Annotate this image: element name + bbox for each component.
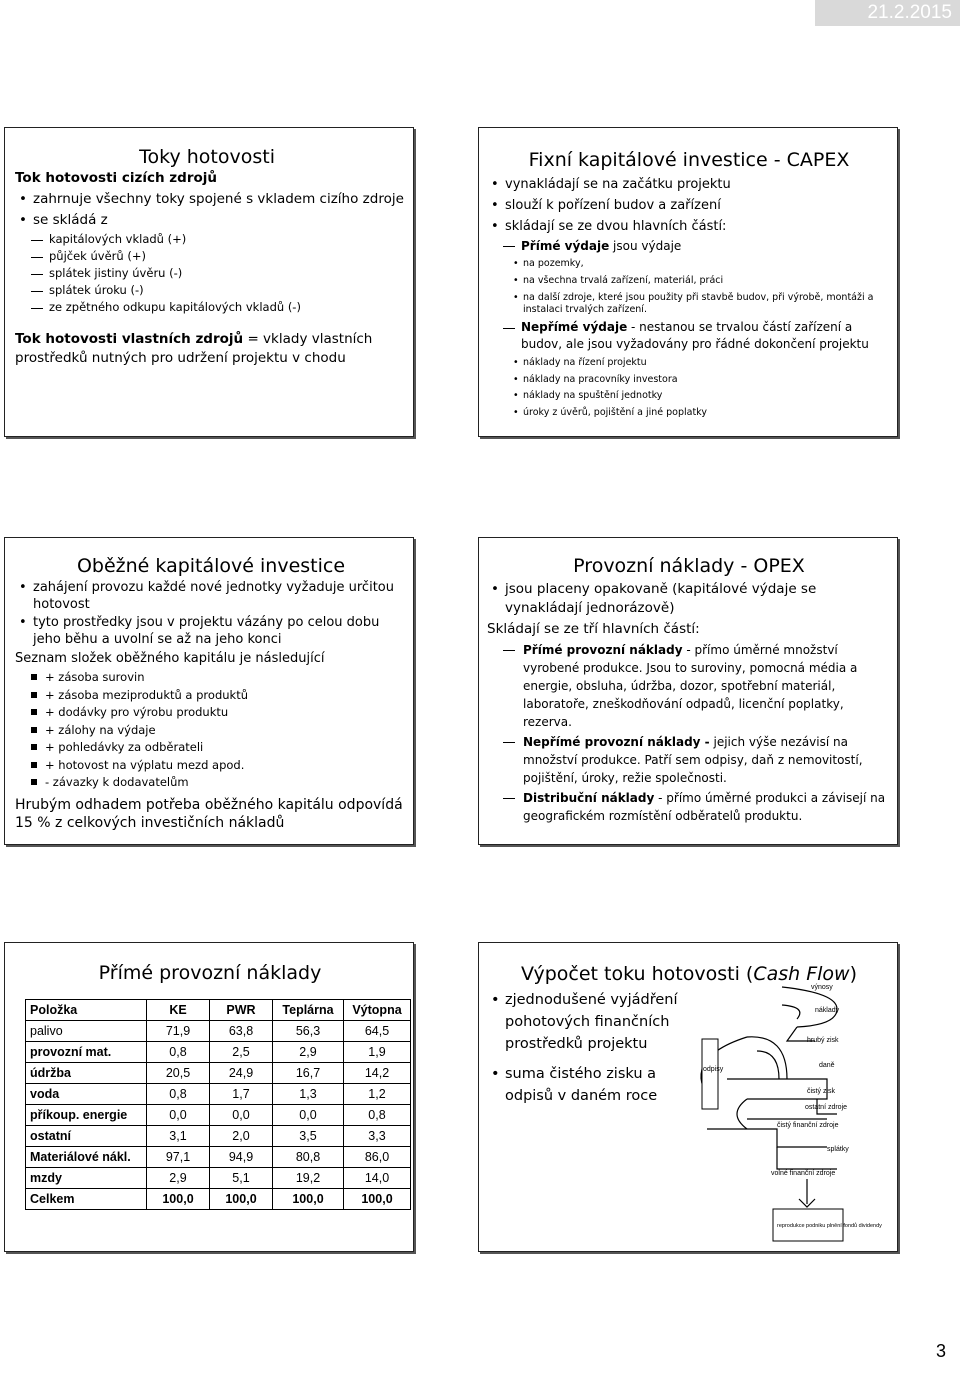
table-cell: 1,7	[210, 1084, 273, 1105]
table-cell: 63,8	[210, 1021, 273, 1042]
table-cell: 100,0	[210, 1189, 273, 1210]
own-sources-heading: Tok hotovosti vlastních zdrojů	[15, 331, 244, 347]
column-header: Výtopna	[344, 1000, 411, 1021]
part-heading: Přímé provozní náklady	[523, 643, 683, 657]
label-hruby-zisk: hrubý zisk	[807, 1037, 839, 1044]
own-sources-text	[15, 330, 405, 368]
indirect-costs-desc: - nestanou se trvalou částí zařízení a budov, ale jsou vyžadovány pro řádné dokončení projektu	[521, 320, 869, 351]
bullet-item: • zjednodušené vyjádření pohotových finančních prostředků projektu	[487, 989, 687, 1055]
part-desc: - přímo úměrné množství vyrobené produkce. Jsou to suroviny, pomocná média a energie, obsluha, údržba, dozor, spotřební materiál, laboratoře, zneškodňování odpadů, licenční poplatky, rezerva.	[523, 643, 858, 729]
indirect-costs	[487, 319, 891, 353]
bullet-item: • se skládá z	[15, 211, 405, 229]
row-label: Celkem	[26, 1189, 147, 1210]
table-cell: 0,8	[344, 1105, 411, 1126]
column-header: PWR	[210, 1000, 273, 1021]
parts-intro: Skládají se ze tří hlavních částí:	[487, 621, 700, 637]
slide-direct-operating-costs	[4, 942, 414, 1252]
slide-capex	[478, 127, 898, 437]
table-row	[26, 1168, 411, 1189]
list-intro: Seznam složek oběžného kapitálu je následující	[15, 651, 325, 666]
direct-costs-desc: jsou výdaje	[609, 239, 682, 253]
table-cell: 1,2	[344, 1084, 411, 1105]
row-label: údržba	[26, 1063, 147, 1084]
slide-title: Oběžné kapitálové investice	[76, 555, 346, 577]
slide-title: Provozní náklady - OPEX	[573, 555, 805, 577]
table-cell: 71,9	[147, 1021, 210, 1042]
table-cell: 0,0	[147, 1105, 210, 1126]
cash-flow-diagram	[687, 979, 887, 1247]
table-cell: 80,8	[273, 1147, 344, 1168]
label-naklady: náklady	[815, 1007, 840, 1014]
row-label: příkoup. energie	[26, 1105, 147, 1126]
slide-cash-flow-calc	[478, 942, 898, 1252]
slide-opex	[478, 537, 898, 845]
part-heading: Distribuční náklady	[523, 791, 655, 805]
table-cell: 94,9	[210, 1147, 273, 1168]
table-cell: 20,5	[147, 1063, 210, 1084]
table-row	[26, 1084, 411, 1105]
sub-bullet: • náklady na pracovníky investora	[487, 372, 891, 389]
cost-table	[25, 999, 411, 1210]
component-item: - závazky k dodavatelům	[15, 774, 407, 792]
table-row	[26, 1147, 411, 1168]
direct-costs-heading: Přímé výdaje	[521, 239, 610, 253]
row-label: ostatní	[26, 1126, 147, 1147]
table-cell: 64,5	[344, 1021, 411, 1042]
part-heading: Nepřímé provozní náklady -	[523, 735, 710, 749]
table-cell: 14,2	[344, 1063, 411, 1084]
component-item: + hotovost na výplatu mezd apod.	[15, 757, 407, 775]
part-desc: - přímo úměrné produkci a závisejí na geografickém rozmístění odběratelů produktu.	[523, 791, 886, 823]
table-cell: 16,7	[273, 1063, 344, 1084]
row-label: palivo	[26, 1021, 147, 1042]
row-label: mzdy	[26, 1168, 147, 1189]
table-row	[26, 1105, 411, 1126]
label-cisty-zisk: čistý zisk	[807, 1088, 835, 1095]
table-cell: 100,0	[273, 1189, 344, 1210]
row-label: Materiálové nákl.	[26, 1147, 147, 1168]
slide-cash-flows	[4, 127, 414, 437]
table-cell: 19,2	[273, 1168, 344, 1189]
table-cell: 1,9	[344, 1042, 411, 1063]
sub-bullet: • na další zdroje, které jsou použity při stavbě budov, při výrobě, montáži a instalaci trvalých zařízení.	[487, 292, 891, 316]
sub-bullet: • náklady na spuštění jednotky	[487, 388, 891, 405]
table-cell: 5,1	[210, 1168, 273, 1189]
bullet-item: • suma čistého zisku a odpisů v daném roce	[487, 1063, 687, 1107]
table-cell: 97,1	[147, 1147, 210, 1168]
sub-item: ze zpětného odkupu kapitálových vkladů (-)	[15, 299, 405, 316]
page-number: 3	[935, 1341, 946, 1361]
sub-item: půjček úvěrů (+)	[15, 248, 405, 265]
component-item: + zásoba meziproduktů a produktů	[15, 687, 407, 705]
table-row	[26, 1126, 411, 1147]
bullet-item: • slouží k pořízení budov a zařízení	[487, 195, 891, 216]
opex-part-direct	[487, 641, 891, 731]
table-cell: 100,0	[344, 1189, 411, 1210]
slide-working-capital	[4, 537, 414, 845]
table-header-row	[26, 1000, 411, 1021]
label-odpisy: odpisy	[703, 1066, 724, 1073]
table-cell: 0,0	[273, 1105, 344, 1126]
bullet-item: • jsou placeny opakovaně (kapitálové výdaje se vynakládají jednorázově)	[487, 580, 891, 618]
bullet-item: • skládají se ze dvou hlavních částí:	[487, 216, 891, 237]
opex-part-distribution	[487, 789, 891, 825]
section-heading: Tok hotovosti cizích zdrojů	[15, 170, 217, 186]
label-volne: volné finanční zdroje	[771, 1170, 836, 1177]
table-cell: 1,3	[273, 1084, 344, 1105]
column-header: Teplárna	[273, 1000, 344, 1021]
label-cisty-financni: čistý finanční zdroje	[777, 1122, 839, 1129]
label-vynosy: výnosy	[811, 984, 833, 991]
title-italic: Cash Flow	[753, 963, 850, 985]
component-item: + pohledávky za odběrateli	[15, 739, 407, 757]
sub-bullet: • na pozemky,	[487, 255, 891, 272]
table-cell: 86,0	[344, 1147, 411, 1168]
bullet-item: • zahrnuje všechny toky spojené s vkladem cizího zdroje	[15, 190, 405, 208]
bullet-item: • vynakládají se na začátku projektu	[487, 174, 891, 195]
table-cell: 3,1	[147, 1126, 210, 1147]
table-cell: 3,3	[344, 1126, 411, 1147]
sub-item: kapitálových vkladů (+)	[15, 231, 405, 248]
direct-costs	[487, 237, 891, 255]
table-cell: 2,5	[210, 1042, 273, 1063]
row-label: provozní mat.	[26, 1042, 147, 1063]
table-cell: 2,9	[147, 1168, 210, 1189]
conclusion-text: Hrubým odhadem potřeba oběžného kapitálu odpovídá 15 % z celkových investičních nákladů	[15, 796, 403, 831]
title-end: )	[849, 963, 857, 985]
component-item: + zásoba surovin	[15, 669, 407, 687]
label-reprodukce: reprodukce podniku plnění fondů dividendy	[777, 1223, 882, 1229]
title-main: Výpočet toku hotovosti (	[521, 963, 754, 985]
sub-item: splátek jistiny úvěru (-)	[15, 265, 405, 282]
label-dane: daně	[819, 1062, 835, 1069]
table-cell: 14,0	[344, 1168, 411, 1189]
sub-item: splátek úroku (-)	[15, 282, 405, 299]
bullet-item: • zahájení provozu každé nové jednotky vyžaduje určitou hotovost	[15, 579, 407, 613]
table-cell: 100,0	[147, 1189, 210, 1210]
slide-title: Toky hotovosti	[139, 146, 275, 168]
sub-bullet: • na všechna trvalá zařízení, materiál, práci	[487, 272, 891, 289]
own-sources-desc: = vklady vlastních prostředků nutných pro udržení projektu v chodu	[15, 331, 373, 366]
part-desc: jejich výše nezávisí na množství produkce. Patří sem odpisy, daň z nemovitostí, pojištění, úroky, režie společnosti.	[523, 735, 863, 785]
table-cell: 56,3	[273, 1021, 344, 1042]
table-row-total	[26, 1189, 411, 1210]
opex-part-indirect	[487, 733, 891, 787]
indirect-costs-heading: Nepřímé výdaje	[521, 320, 628, 334]
table-cell: 0,8	[147, 1042, 210, 1063]
row-label: voda	[26, 1084, 147, 1105]
table-cell: 3,5	[273, 1126, 344, 1147]
table-cell: 0,0	[210, 1105, 273, 1126]
bullet-item: • tyto prostředky jsou v projektu vázány po celou dobu jeho běhu a uvolní se až na jeho konci	[15, 614, 407, 648]
slide-title: Přímé provozní náklady	[98, 962, 322, 984]
sub-bullet: • náklady na řízení projektu	[487, 355, 891, 372]
column-header: Položka	[26, 1000, 147, 1021]
component-item: + dodávky pro výrobu produktu	[15, 704, 407, 722]
table-cell: 0,8	[147, 1084, 210, 1105]
table-cell: 2,0	[210, 1126, 273, 1147]
date-badge: 21.2.2015	[815, 0, 960, 26]
table-row	[26, 1063, 411, 1084]
table-row	[26, 1021, 411, 1042]
table-row	[26, 1042, 411, 1063]
table-cell: 24,9	[210, 1063, 273, 1084]
column-header: KE	[147, 1000, 210, 1021]
label-splatky: splátky	[827, 1146, 849, 1153]
component-item: + zálohy na výdaje	[15, 722, 407, 740]
label-ostatni: ostatní zdroje	[805, 1104, 848, 1111]
slide-title: Fixní kapitálové investice - CAPEX	[528, 149, 850, 171]
table-cell: 2,9	[273, 1042, 344, 1063]
sub-bullet: • úroky z úvěrů, pojištění a jiné poplatky	[487, 405, 891, 422]
